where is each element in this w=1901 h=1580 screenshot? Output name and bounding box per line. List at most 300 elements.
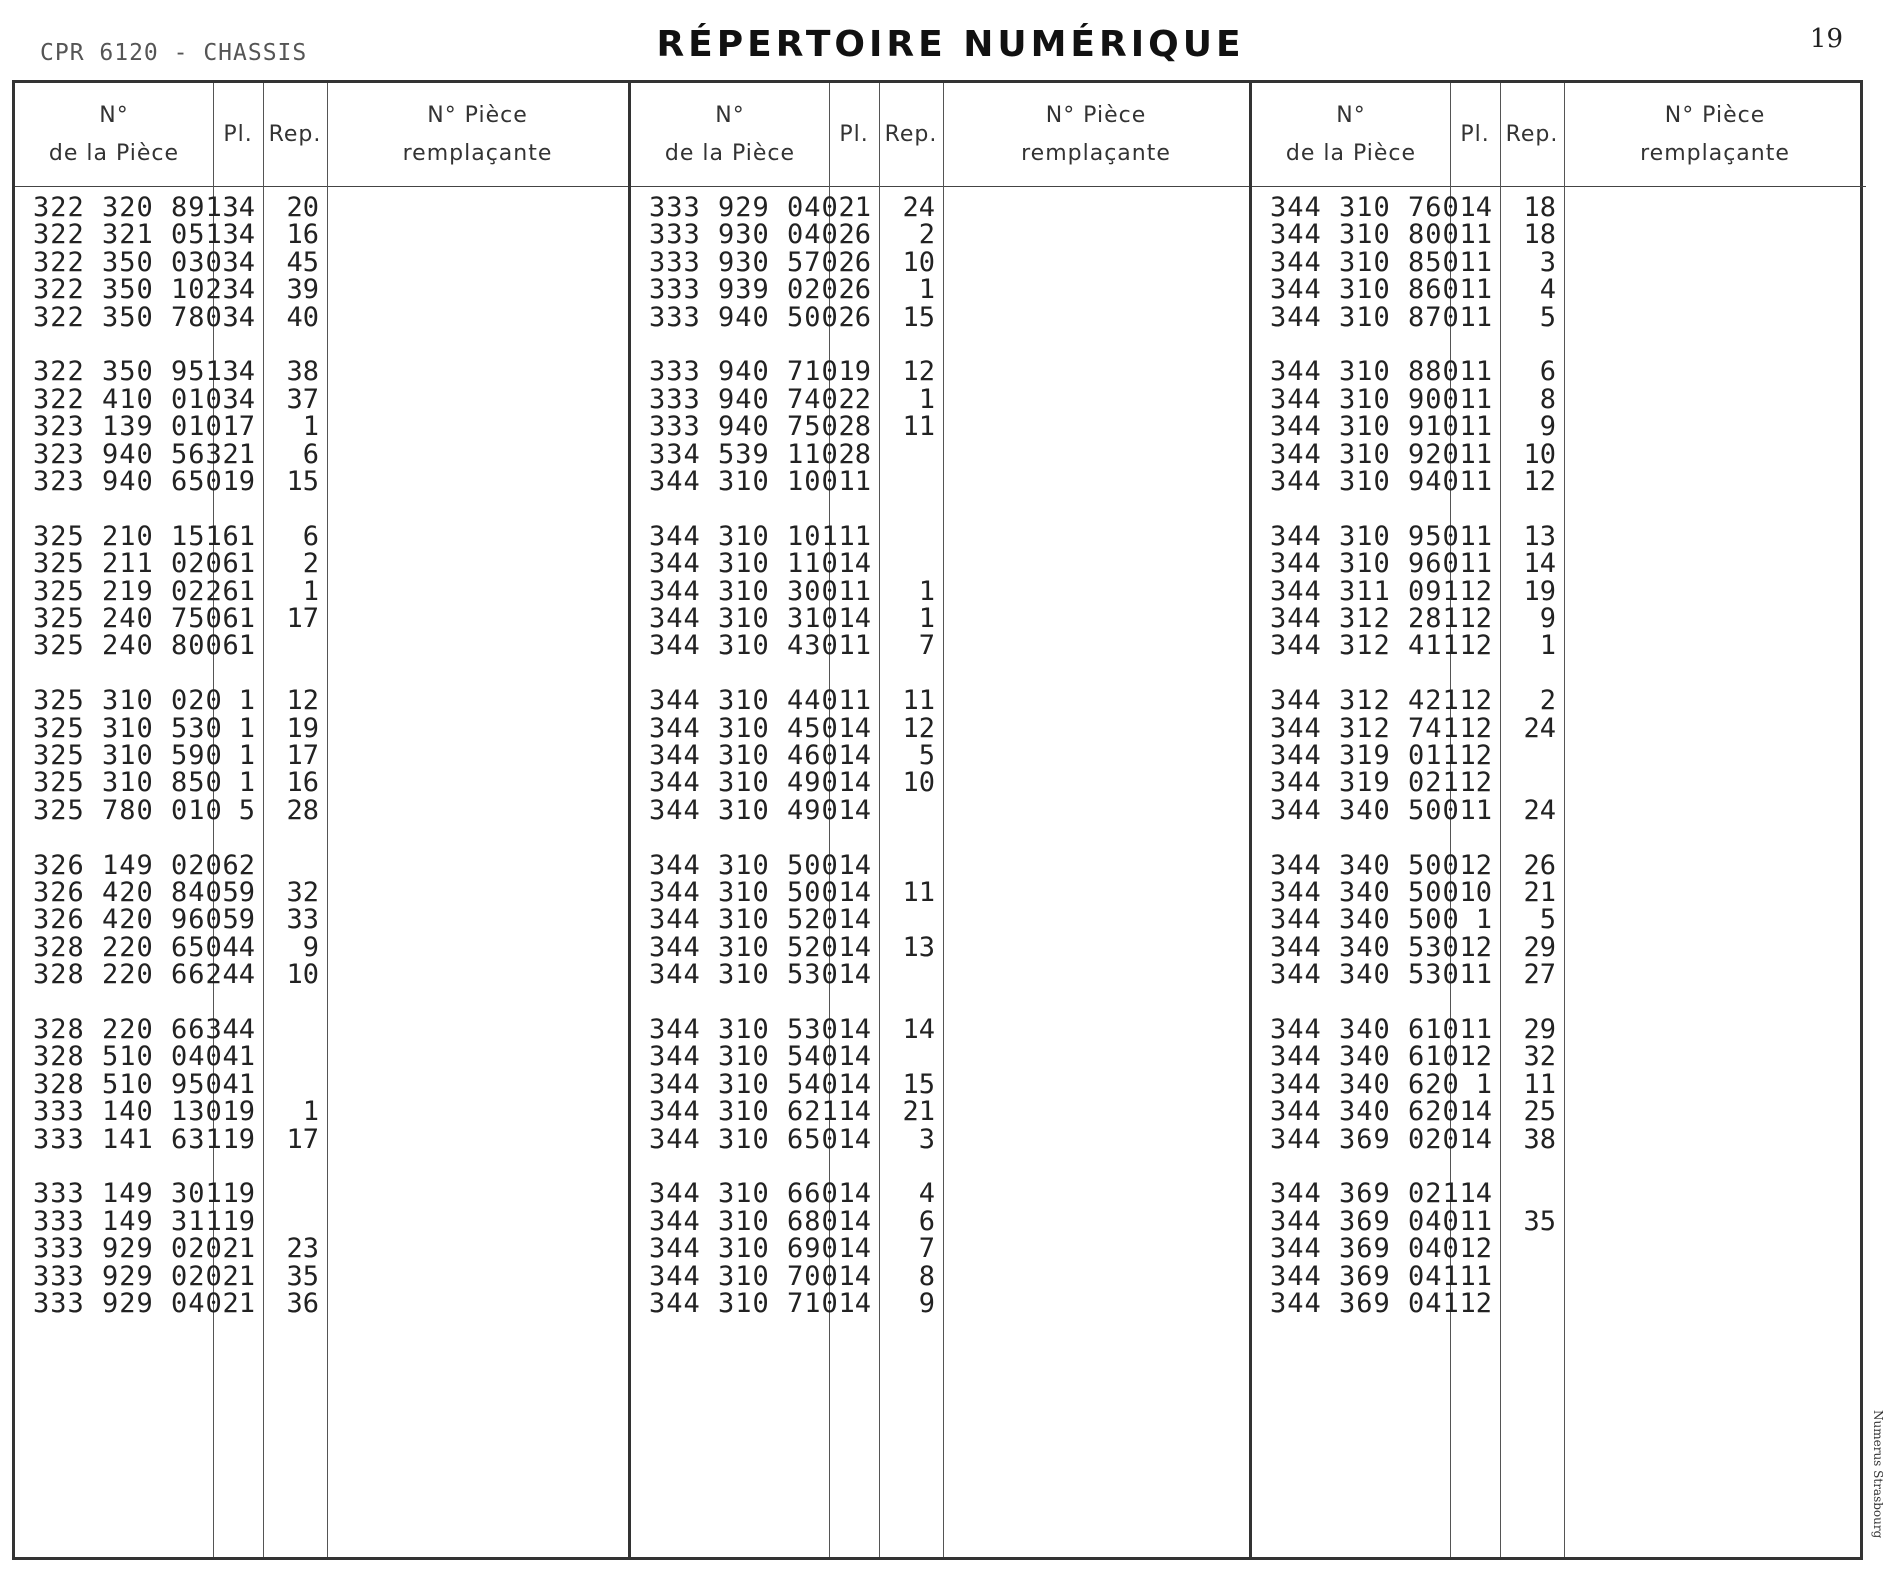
reference-number: 29: [1523, 1014, 1556, 1045]
part-number: 344 310 300: [649, 575, 839, 607]
reference-number: 5: [1539, 904, 1556, 936]
table-row: [631, 301, 943, 334]
reference-number: 6: [302, 438, 319, 470]
reference-number: 10: [902, 767, 935, 799]
plate-number: 14: [838, 1178, 871, 1210]
reference-number: 28: [286, 794, 319, 826]
reference-number: 6: [918, 1205, 935, 1237]
plate-number: 28: [838, 411, 871, 443]
plate-number: 22: [838, 383, 871, 415]
doc-reference: CPR 6120 - CHASSIS: [40, 40, 308, 66]
plate-number: 14: [838, 904, 871, 936]
table-row: [15, 1287, 327, 1320]
header-part-number-label: de la Pièce: [1285, 140, 1417, 166]
table-row: [1252, 465, 1564, 498]
plate-number: 11: [1459, 520, 1492, 552]
reference-number: 4: [918, 1178, 935, 1210]
part-number: 333 940 500: [649, 301, 839, 333]
header-part-number: [631, 83, 829, 186]
reference-number: 9: [918, 1288, 935, 1319]
part-number: 325 211 020: [33, 548, 223, 580]
part-number: 333 929 020: [33, 1233, 223, 1265]
header-replacement: [327, 83, 628, 186]
plate-number: 11: [1459, 548, 1492, 580]
plate-number: 14: [838, 1233, 871, 1265]
table-row: [631, 465, 943, 498]
reference-number: 14: [902, 1014, 935, 1045]
reference-number: 10: [1523, 438, 1556, 470]
part-number: 344 310 960: [1270, 548, 1460, 580]
page-title: RÉPERTOIRE NUMÉRIQUE: [656, 24, 1245, 65]
plate-number: 12: [1459, 767, 1492, 799]
plate-number: 1: [238, 767, 255, 799]
plate-number: 14: [838, 931, 871, 963]
header-pl-label: Pl.: [1460, 121, 1490, 147]
plate-number: 17: [222, 411, 255, 443]
part-number: 333 930 040: [649, 219, 839, 251]
part-number: 333 930 570: [649, 246, 839, 278]
reference-number: 5: [918, 740, 935, 771]
plate-number: 21: [838, 192, 871, 223]
part-number: 322 350 102: [33, 274, 223, 306]
reference-number: 7: [918, 1233, 935, 1265]
part-number: 322 350 030: [33, 246, 223, 278]
plate-number: 14: [838, 712, 871, 744]
part-number: 325 240 750: [33, 603, 223, 634]
part-number: 328 220 662: [33, 959, 223, 991]
plate-number: 12: [1459, 1041, 1492, 1073]
part-number: 322 350 780: [33, 301, 223, 333]
part-number: 344 310 101: [649, 520, 839, 552]
table-row: [1252, 794, 1564, 827]
reference-number: 1: [1539, 630, 1556, 662]
plate-number: 21: [222, 438, 255, 470]
plate-number: 14: [838, 1014, 871, 1045]
part-number: 344 310 500: [649, 849, 839, 881]
reference-number: 17: [286, 603, 319, 634]
table-row: [631, 958, 943, 991]
column-block-2: [628, 83, 1249, 1557]
plate-number: 14: [1459, 192, 1492, 223]
part-number: 344 312 281: [1270, 603, 1460, 634]
plate-number: 26: [838, 219, 871, 251]
reference-number: 21: [902, 1096, 935, 1128]
part-number: 333 929 040: [649, 192, 839, 223]
part-number: 344 312 741: [1270, 712, 1460, 744]
reference-number: 19: [286, 712, 319, 744]
plate-number: 19: [222, 1123, 255, 1155]
reference-number: 12: [902, 356, 935, 388]
reference-number: 5: [1539, 301, 1556, 333]
part-number: 333 140 130: [33, 1096, 223, 1128]
part-number: 344 310 500: [649, 877, 839, 908]
plate-number: 19: [222, 1096, 255, 1128]
plate-number: 14: [838, 740, 871, 771]
reference-number: 18: [1523, 192, 1556, 223]
plate-number: 59: [222, 877, 255, 908]
header-pl: [213, 83, 263, 186]
table-row: [631, 629, 943, 662]
reference-number: 29: [1523, 931, 1556, 963]
part-number: 333 149 301: [33, 1178, 223, 1210]
reference-number: 14: [1523, 548, 1556, 580]
part-number: 322 321 051: [33, 219, 223, 251]
page-number: 19: [1809, 24, 1843, 54]
plate-number: 11: [838, 630, 871, 662]
part-number: 326 149 020: [33, 849, 223, 881]
plate-number: 12: [1459, 931, 1492, 963]
part-number: 344 340 500: [1270, 794, 1460, 826]
plate-number: 14: [838, 767, 871, 799]
header-part-number-label: N°: [715, 102, 745, 128]
part-number: 344 310 940: [1270, 466, 1460, 497]
plate-number: 11: [1459, 383, 1492, 415]
part-number: 344 310 690: [649, 1233, 839, 1265]
table-row: [1252, 1123, 1564, 1156]
plate-number: 34: [222, 192, 255, 223]
reference-number: 16: [286, 767, 319, 799]
reference-number: 2: [918, 219, 935, 251]
part-number: 322 410 010: [33, 383, 223, 415]
reference-number: 32: [286, 877, 319, 908]
header-rep-label: Rep.: [268, 121, 322, 147]
column-block-3: [1249, 83, 1866, 1557]
plate-number: 14: [838, 1068, 871, 1100]
reference-number: 18: [1523, 219, 1556, 251]
plate-number: 14: [838, 603, 871, 634]
header-replacement-label: remplaçante: [1640, 140, 1790, 166]
part-number: 334 539 110: [649, 438, 839, 470]
reference-number: 37: [286, 383, 319, 415]
reference-number: 40: [286, 301, 319, 333]
part-number: 325 219 022: [33, 575, 223, 607]
reference-number: 20: [286, 192, 319, 223]
reference-number: 11: [902, 685, 935, 717]
plate-number: 11: [1459, 219, 1492, 251]
plate-number: 26: [838, 246, 871, 278]
part-number: 325 310 020: [33, 685, 223, 717]
reference-number: 2: [1539, 685, 1556, 717]
part-number: 344 310 440: [649, 685, 839, 717]
part-number: 333 141 631: [33, 1123, 223, 1155]
part-number: 344 310 540: [649, 1068, 839, 1100]
part-number: 344 310 880: [1270, 356, 1460, 388]
plate-number: 44: [222, 931, 255, 963]
part-number: 325 310 530: [33, 712, 223, 744]
part-number: 344 340 500: [1270, 849, 1460, 881]
reference-number: 12: [286, 685, 319, 717]
plate-number: 14: [838, 794, 871, 826]
plate-number: 14: [838, 548, 871, 580]
part-number: 323 940 563: [33, 438, 223, 470]
part-number: 344 310 530: [649, 959, 839, 991]
header-rep-label: Rep.: [1505, 121, 1559, 147]
part-number: 333 940 750: [649, 411, 839, 443]
column-header: [1252, 83, 1866, 187]
plate-number: 11: [838, 575, 871, 607]
part-number: 344 310 860: [1270, 274, 1460, 306]
part-number: 325 210 151: [33, 520, 223, 552]
reference-number: 2: [302, 548, 319, 580]
part-number: 344 340 500: [1270, 877, 1460, 908]
plate-number: 21: [222, 1233, 255, 1265]
part-number: 344 340 610: [1270, 1014, 1460, 1045]
header-part-number-label: N°: [99, 102, 129, 128]
part-number: 344 340 530: [1270, 959, 1460, 991]
reference-number: 10: [286, 959, 319, 991]
reference-number: 6: [302, 520, 319, 552]
plate-number: 26: [838, 274, 871, 306]
plate-number: 12: [1459, 630, 1492, 662]
part-number: 333 929 040: [33, 1288, 223, 1319]
reference-number: 45: [286, 246, 319, 278]
reference-number: 9: [302, 931, 319, 963]
part-number: 344 319 011: [1270, 740, 1460, 771]
plate-number: 41: [222, 1041, 255, 1073]
plate-number: 44: [222, 1014, 255, 1045]
part-number: 344 369 040: [1270, 1205, 1460, 1237]
plate-number: 12: [1459, 685, 1492, 717]
reference-number: 19: [1523, 575, 1556, 607]
part-number: 344 310 520: [649, 904, 839, 936]
reference-number: 17: [286, 1123, 319, 1155]
table-row: [15, 1123, 327, 1156]
part-number: 344 310 800: [1270, 219, 1460, 251]
table-row: [631, 1287, 943, 1320]
header-pl: [829, 83, 879, 186]
part-number: 328 220 650: [33, 931, 223, 963]
plate-number: 34: [222, 301, 255, 333]
part-number: 344 310 530: [649, 1014, 839, 1045]
reference-number: 39: [286, 274, 319, 306]
plate-number: 11: [1459, 959, 1492, 991]
part-number: 344 310 680: [649, 1205, 839, 1237]
plate-number: 11: [1459, 246, 1492, 278]
part-number: 325 780 010: [33, 794, 223, 826]
header-part-number: [1252, 83, 1450, 186]
table-row: [1252, 629, 1564, 662]
part-number: 344 312 421: [1270, 685, 1460, 717]
part-number: 328 220 663: [33, 1014, 223, 1045]
part-number: 344 310 650: [649, 1123, 839, 1155]
plate-number: 19: [222, 466, 255, 497]
plate-number: 14: [838, 1123, 871, 1155]
reference-number: 12: [1523, 466, 1556, 497]
column-divider: [327, 83, 328, 1557]
reference-number: 38: [286, 356, 319, 388]
part-number: 344 319 021: [1270, 767, 1460, 799]
reference-number: 27: [1523, 959, 1556, 991]
part-number: 325 240 800: [33, 630, 223, 662]
part-number: 333 940 710: [649, 356, 839, 388]
column-divider: [1564, 83, 1565, 1557]
part-number: 344 310 910: [1270, 411, 1460, 443]
plate-number: 34: [222, 383, 255, 415]
header-pl: [1450, 83, 1500, 186]
part-number: 322 320 891: [33, 192, 223, 223]
table-row: [631, 1123, 943, 1156]
header-replacement-label: N° Pièce: [1045, 102, 1147, 128]
table-row: [15, 794, 327, 827]
column-block-1: [15, 83, 628, 1557]
part-number: 344 310 950: [1270, 520, 1460, 552]
plate-number: 12: [1459, 712, 1492, 744]
plate-number: 14: [838, 849, 871, 881]
header-rep: [263, 83, 327, 186]
part-number: 344 310 110: [649, 548, 839, 580]
plate-number: 59: [222, 904, 255, 936]
plate-number: 11: [1459, 1014, 1492, 1045]
reference-number: 1: [918, 575, 935, 607]
part-number: 344 310 520: [649, 931, 839, 963]
plate-number: 1: [238, 740, 255, 771]
reference-number: 9: [1539, 603, 1556, 634]
reference-number: 1: [302, 575, 319, 607]
plate-number: 11: [1459, 1205, 1492, 1237]
part-number: 344 369 020: [1270, 1123, 1460, 1155]
plate-number: 11: [1459, 438, 1492, 470]
part-number: 344 310 490: [649, 794, 839, 826]
reference-number: 11: [902, 877, 935, 908]
header-replacement: [943, 83, 1249, 186]
header-replacement-label: remplaçante: [402, 140, 553, 166]
plate-number: 11: [838, 520, 871, 552]
part-number: 344 310 621: [649, 1096, 839, 1128]
reference-number: 6: [1539, 356, 1556, 388]
part-number: 344 340 610: [1270, 1041, 1460, 1073]
reference-number: 26: [1523, 849, 1556, 881]
table-row: [631, 794, 943, 827]
plate-number: 19: [222, 1178, 255, 1210]
reference-number: 1: [302, 411, 319, 443]
reference-number: 1: [918, 274, 935, 306]
part-number: 344 311 091: [1270, 575, 1460, 607]
part-number: 326 420 840: [33, 877, 223, 908]
header-pl-label: Pl.: [223, 121, 253, 147]
plate-number: 12: [1459, 603, 1492, 634]
part-number: 333 940 740: [649, 383, 839, 415]
part-number: 344 310 700: [649, 1260, 839, 1292]
plate-number: 11: [838, 685, 871, 717]
plate-number: 21: [222, 1288, 255, 1319]
reference-number: 7: [918, 630, 935, 662]
plate-number: 19: [838, 356, 871, 388]
plate-number: 12: [1459, 1288, 1492, 1319]
part-number: 325 310 590: [33, 740, 223, 771]
plate-number: 14: [838, 959, 871, 991]
reference-number: 1: [918, 603, 935, 634]
plate-number: 61: [222, 603, 255, 634]
plate-number: 12: [1459, 849, 1492, 881]
plate-number: 5: [238, 794, 255, 826]
header-part-number-label: de la Pièce: [664, 140, 796, 166]
plate-number: 14: [838, 877, 871, 908]
plate-number: 14: [838, 1205, 871, 1237]
part-number: 344 340 620: [1270, 1068, 1460, 1100]
plate-number: 11: [838, 466, 871, 497]
part-number: 333 149 311: [33, 1205, 223, 1237]
plate-number: 11: [1459, 274, 1492, 306]
plate-number: 14: [838, 1288, 871, 1319]
part-number: 344 369 041: [1270, 1288, 1460, 1319]
plate-number: 41: [222, 1068, 255, 1100]
reference-number: 13: [1523, 520, 1556, 552]
reference-number: 25: [1523, 1096, 1556, 1128]
part-number: 344 369 041: [1270, 1260, 1460, 1292]
plate-number: 11: [1459, 356, 1492, 388]
plate-number: 28: [838, 438, 871, 470]
plate-number: 61: [222, 520, 255, 552]
part-number: 344 310 920: [1270, 438, 1460, 470]
part-number: 344 310 760: [1270, 192, 1460, 223]
header-pl-label: Pl.: [839, 121, 869, 147]
plate-number: 44: [222, 959, 255, 991]
reference-number: 21: [1523, 877, 1556, 908]
reference-number: 33: [286, 904, 319, 936]
part-number: 344 369 021: [1270, 1178, 1460, 1210]
part-number: 328 510 040: [33, 1041, 223, 1073]
reference-number: 24: [1523, 794, 1556, 826]
plate-number: 12: [1459, 740, 1492, 771]
header-rep: [1500, 83, 1564, 186]
reference-number: 8: [1539, 383, 1556, 415]
part-number: 344 310 310: [649, 603, 839, 634]
header-rep-label: Rep.: [884, 121, 938, 147]
reference-number: 12: [902, 712, 935, 744]
plate-number: 34: [222, 356, 255, 388]
reference-number: 3: [918, 1123, 935, 1155]
reference-number: 15: [902, 301, 935, 333]
plate-number: 1: [238, 712, 255, 744]
plate-number: 62: [222, 849, 255, 881]
header-replacement-label: N° Pièce: [1664, 102, 1766, 128]
table-row: [1252, 1287, 1564, 1320]
header-replacement-label: remplaçante: [1021, 140, 1171, 166]
part-number: 344 340 620: [1270, 1096, 1460, 1128]
plate-number: 10: [1459, 877, 1492, 908]
part-number: 344 310 460: [649, 740, 839, 771]
plate-number: 11: [1459, 1260, 1492, 1292]
part-number: 344 310 540: [649, 1041, 839, 1073]
reference-number: 1: [302, 1096, 319, 1128]
plate-number: 11: [1459, 411, 1492, 443]
reference-number: 23: [286, 1233, 319, 1265]
plate-number: 14: [1459, 1096, 1492, 1128]
reference-number: 13: [902, 931, 935, 963]
plate-number: 61: [222, 630, 255, 662]
plate-number: 26: [838, 301, 871, 333]
part-number: 344 369 040: [1270, 1233, 1460, 1265]
part-number: 344 310 100: [649, 466, 839, 497]
part-number: 328 510 950: [33, 1068, 223, 1100]
part-number: 322 350 951: [33, 356, 223, 388]
table-row: [1252, 958, 1564, 991]
printer-imprint: Numerus Strasbourg: [1871, 1410, 1885, 1539]
part-number: 344 310 850: [1270, 246, 1460, 278]
reference-number: 35: [286, 1260, 319, 1292]
plate-number: 19: [222, 1205, 255, 1237]
reference-number: 10: [902, 246, 935, 278]
part-number: 344 310 870: [1270, 301, 1460, 333]
plate-number: 14: [838, 1041, 871, 1073]
plate-number: 11: [1459, 301, 1492, 333]
plate-number: 61: [222, 575, 255, 607]
part-number: 344 310 490: [649, 767, 839, 799]
reference-number: 11: [1523, 1068, 1556, 1100]
reference-number: 16: [286, 219, 319, 251]
reference-number: 36: [286, 1288, 319, 1319]
reference-number: 9: [1539, 411, 1556, 443]
